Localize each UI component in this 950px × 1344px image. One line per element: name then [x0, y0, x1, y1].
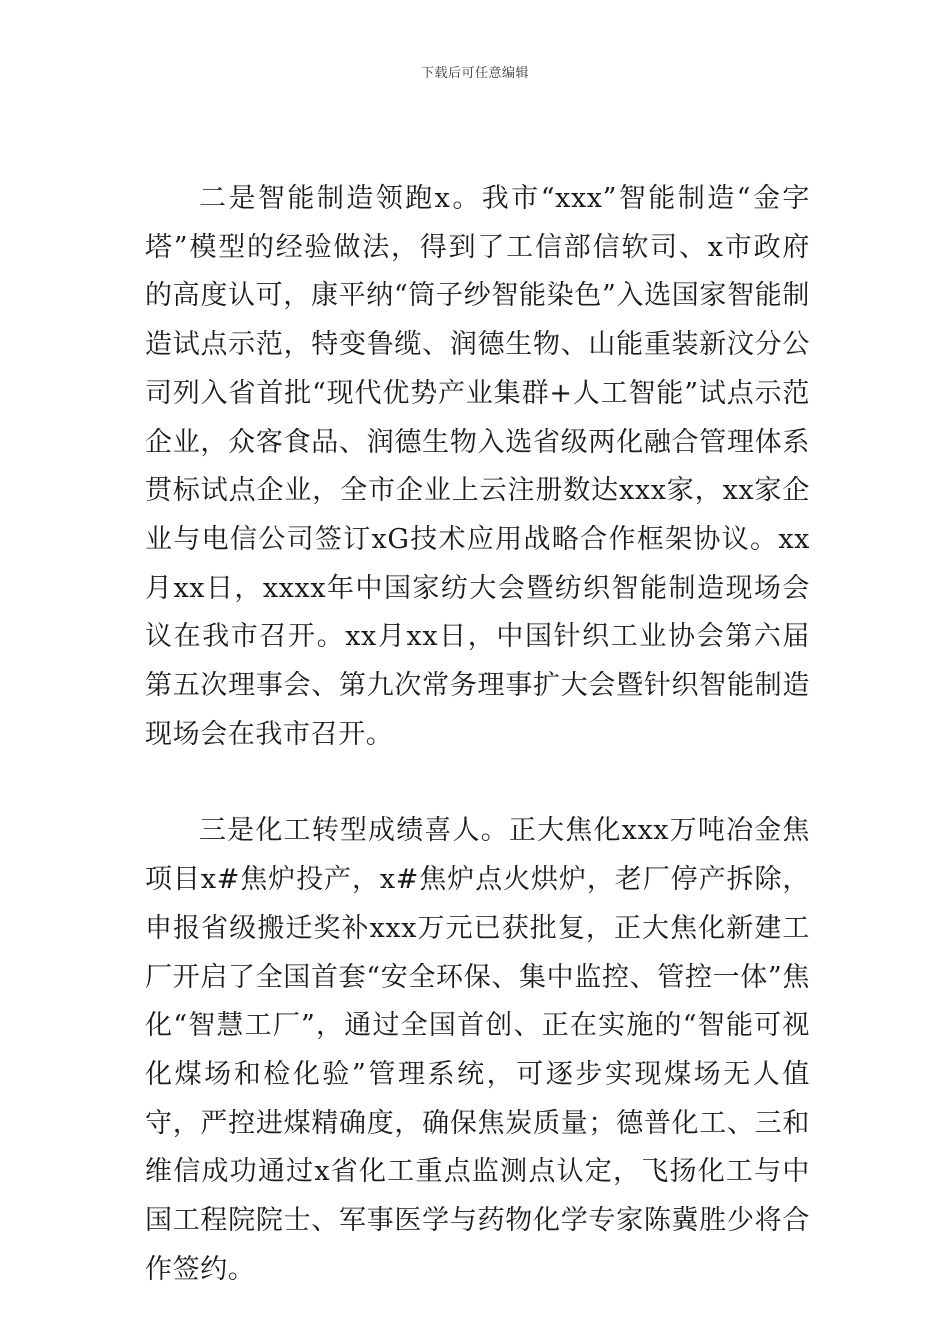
header-note: 下载后可任意编辑 [420, 66, 529, 81]
paragraph-intelligent-manufacturing: 二是智能制造领跑x。我市“xxx”智能制造“金字塔”模型的经验做法，得到了工信部信软司、x市政府的高度认可，康平纳“筒子纱智能染色”入选国家智能制造试点示范，特变鲁缆、润德生物、山能重装新汶分公司列入省首批“现代优势产业集群+人工智能”试点示范企业，众客食品、润德生物入选省级两化融合管理体系贯标试点企业，全市企业上云注册数达xxx家，xx家企业与电信公司签订xG技术应用战略合作框架协议。xx月xx日，xxxx年中国家纺大会暨纺织智能制造现场会议在我市召开。xx月xx日，中国针织工业协会第六届第五次理事会、第九次常务理事扩大会暨针织智能制造现场会在我市召开。 [145, 183, 810, 750]
paragraph-chemical-transformation: 三是化工转型成绩喜人。正大焦化xxx万吨冶金焦项目x#焦炉投产，x#焦炉点火烘炉，老厂停产拆除，申报省级搬迁奖补xxx万元已获批复，正大焦化新建工厂开启了全国首套“安全环保、集中监控、管控一体”焦化“智慧工厂”，通过全国首创、正在实施的“智能可视化煤场和检化验”管理系统，可逐步实现煤场无人值守，严控进煤精确度，确保焦炭质量；德普化工、三和维信成功通过x省化工重点监测点认定，飞扬化工与中国工程院院士、军事医学与药物化学专家陈冀胜少将合作签约。 [145, 815, 810, 1285]
document-body [145, 175, 810, 1294]
